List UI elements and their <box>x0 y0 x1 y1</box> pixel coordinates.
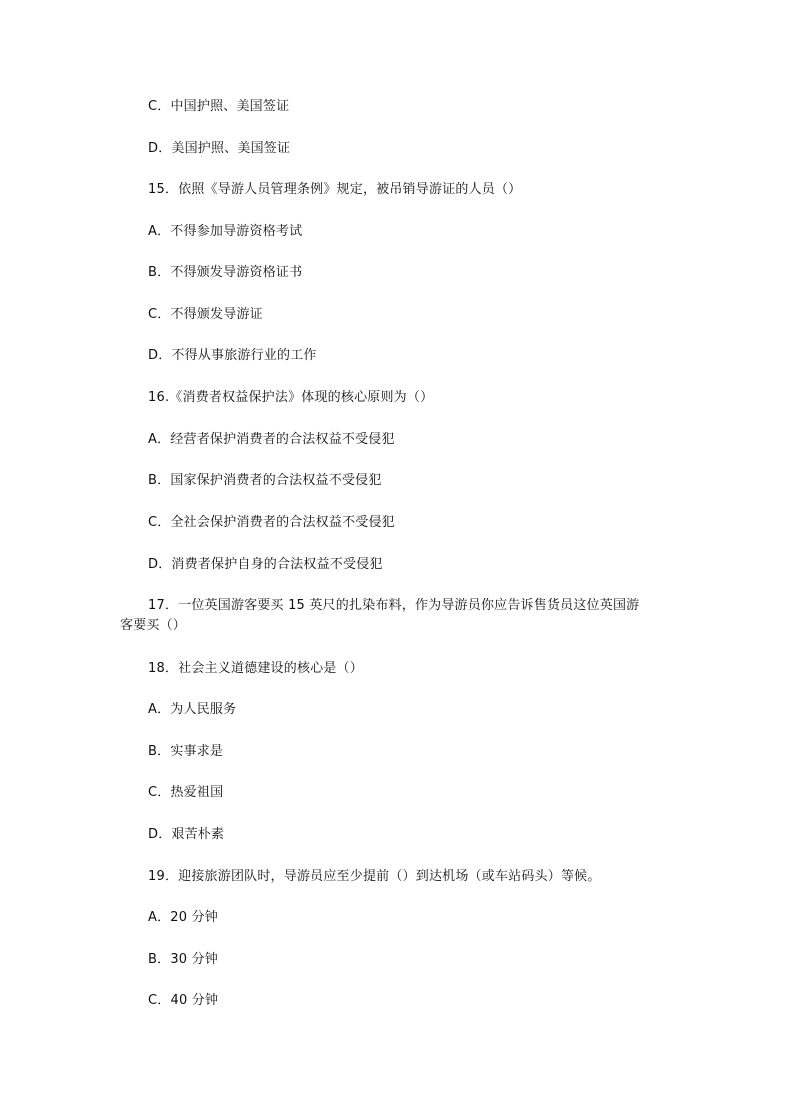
option-18d: D．艰苦朴素 <box>148 827 225 842</box>
question-19: 19．迎接旅游团队时，导游员应至少提前（）到达机场（或车站码头）等候。 <box>148 869 601 884</box>
question-17-line2: 客要买（） <box>120 618 187 633</box>
option-15b: B．不得颁发导游资格证书 <box>148 265 303 280</box>
option-16a: A．经营者保护消费者的合法权益不受侵犯 <box>148 432 395 447</box>
option-19c: C．40 分钟 <box>148 993 219 1008</box>
option-19b: B．30 分钟 <box>148 952 218 967</box>
option-16c: C．全社会保护消费者的合法权益不受侵犯 <box>148 515 395 530</box>
option-18b: B．实事求是 <box>148 744 224 759</box>
question-18: 18．社会主义道德建设的核心是（） <box>148 661 363 676</box>
option-18a: A．为人民服务 <box>148 702 237 717</box>
option-16b: B．国家保护消费者的合法权益不受侵犯 <box>148 473 382 488</box>
option-14d: D．美国护照、美国签证 <box>148 141 291 156</box>
question-15: 15．依照《导游人员管理条例》规定，被吊销导游证的人员（） <box>148 182 522 197</box>
option-14c: C．中国护照、美国签证 <box>148 99 290 114</box>
option-15c: C．不得颁发导游证 <box>148 307 263 322</box>
question-16: 16.《消费者权益保护法》体现的核心原则为（） <box>148 390 434 405</box>
question-17-line1: 17．一位英国游客要买 15 英尺的扎染布料，作为导游员你应告诉售货员这位英国游 <box>148 598 640 613</box>
option-18c: C．热爱祖国 <box>148 785 224 800</box>
option-15d: D．不得从事旅游行业的工作 <box>148 348 317 363</box>
option-19a: A．20 分钟 <box>148 910 218 925</box>
option-16d: D．消费者保护自身的合法权益不受侵犯 <box>148 557 383 572</box>
option-15a: A．不得参加导游资格考试 <box>148 224 303 239</box>
